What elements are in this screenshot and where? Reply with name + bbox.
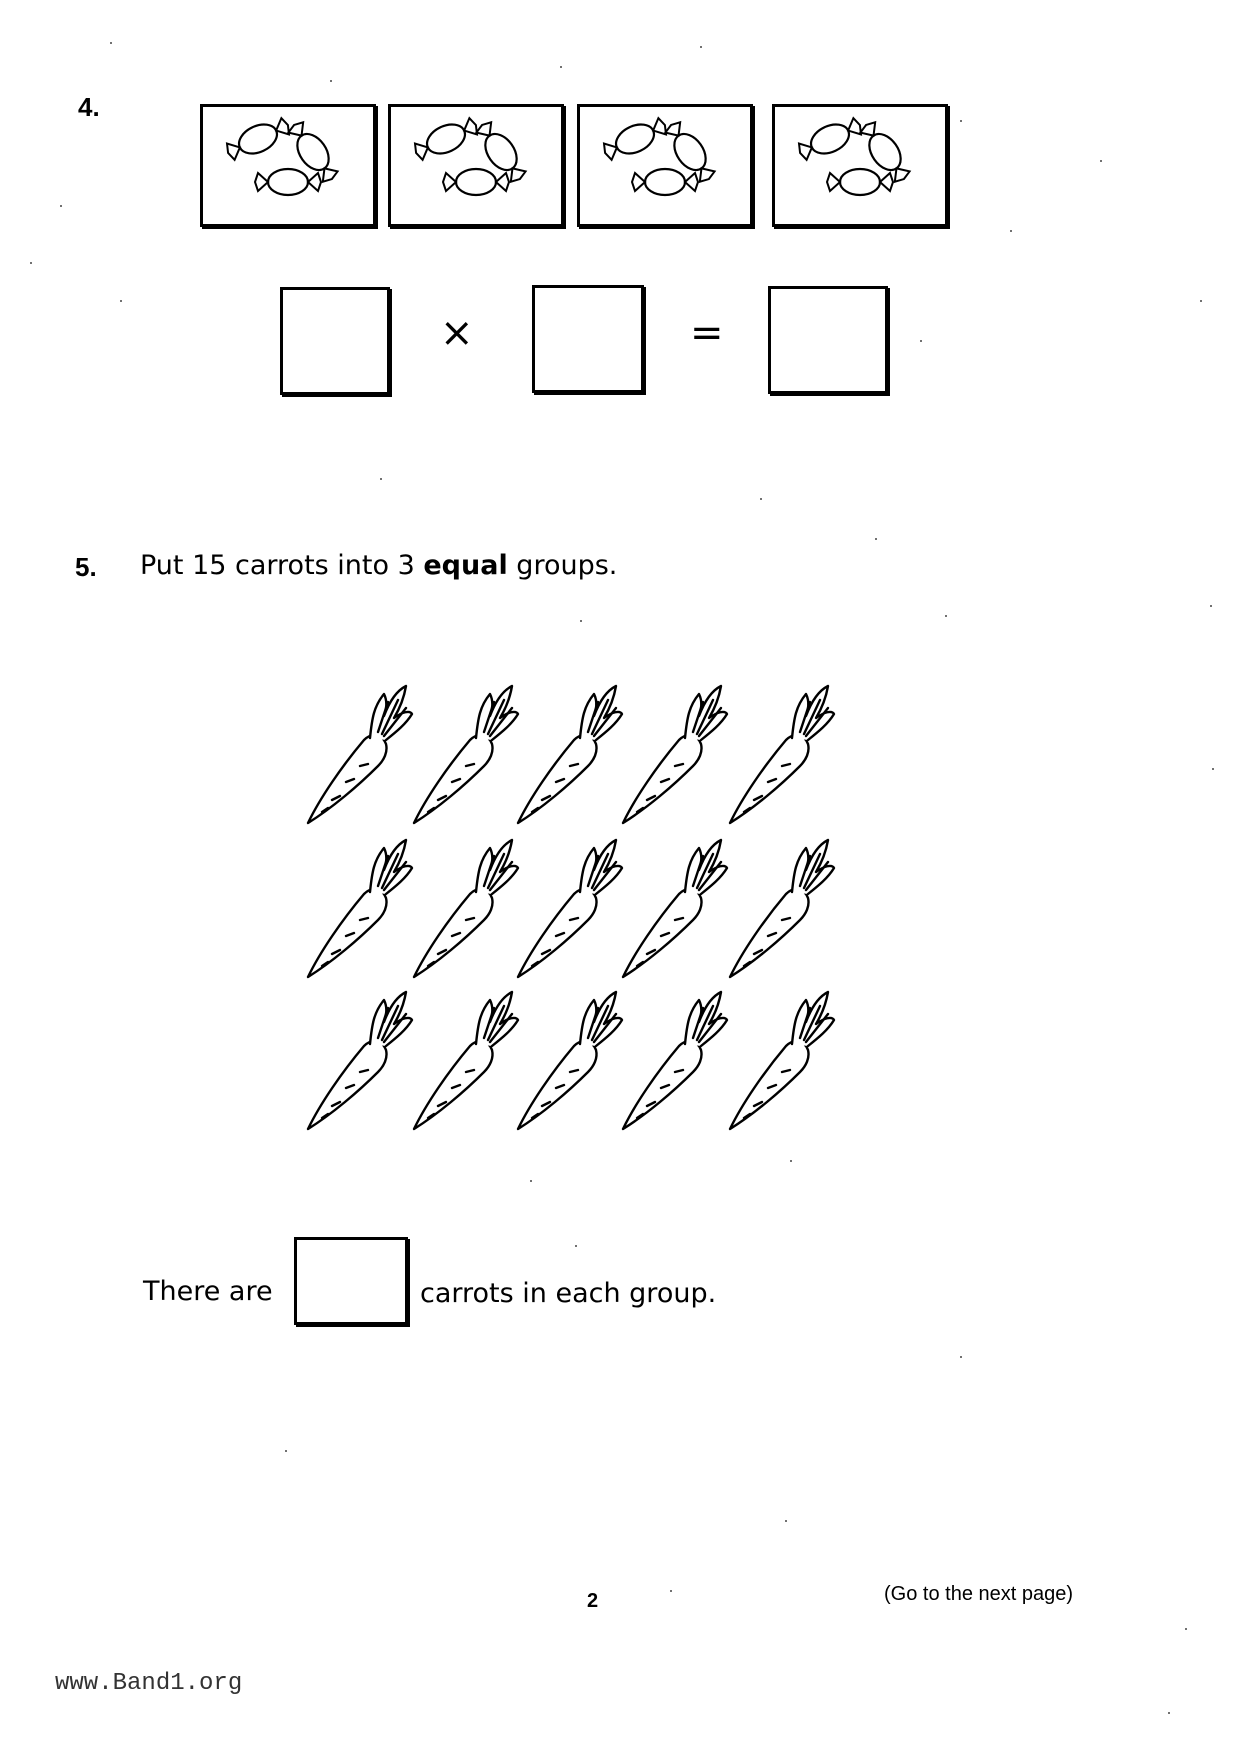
carrot-icon: [512, 678, 624, 828]
carrot-icon: [617, 678, 729, 828]
candy-icon: [255, 169, 321, 195]
candy-icon: [795, 113, 866, 164]
multiplicand-answer-box[interactable]: [280, 287, 390, 395]
question-5-emphasis: equal: [423, 550, 508, 581]
carrot-icon: [617, 984, 729, 1134]
candy-group: [577, 104, 753, 227]
carrot-icon: [512, 832, 624, 982]
question-5-text-part: groups.: [507, 550, 618, 581]
carrot-icon: [408, 984, 520, 1134]
question-5-text-part: Put 15 carrots into 3: [140, 550, 424, 581]
carrot-icon: [617, 832, 729, 982]
carrot-icon: [408, 832, 520, 982]
product-answer-box[interactable]: [768, 286, 888, 394]
carrot-icon: [724, 678, 836, 828]
carrot-icon: [724, 832, 836, 982]
question-5-number: 5.: [75, 552, 97, 582]
carrot-icon: [302, 984, 414, 1134]
page-number: 2: [587, 1590, 599, 1612]
next-page-note: (Go to the next page): [884, 1583, 1074, 1605]
candy-icon: [411, 113, 482, 164]
answer-suffix-text: carrots in each group.: [420, 1278, 717, 1309]
candy-icon: [443, 169, 509, 195]
candy-group: [200, 104, 376, 227]
carrot-icon: [408, 678, 520, 828]
candy-icon: [600, 113, 671, 164]
candy-group: [772, 104, 948, 227]
website-url[interactable]: www.Band1.org: [55, 1670, 243, 1697]
question-5-text: [140, 550, 617, 581]
multiply-sign: ×: [440, 310, 474, 356]
carrot-icon: [724, 984, 836, 1134]
equals-sign: =: [690, 310, 724, 356]
candy-icon: [632, 169, 698, 195]
multiplier-answer-box[interactable]: [532, 285, 644, 393]
candy-group: [388, 104, 564, 227]
carrot-icon: [302, 832, 414, 982]
carrots-per-group-answer-box[interactable]: [294, 1237, 408, 1325]
question-4-number: 4.: [78, 92, 100, 122]
answer-prefix-text: There are: [143, 1276, 273, 1307]
candy-icon: [223, 113, 294, 164]
carrot-icon: [512, 984, 624, 1134]
carrot-icon: [302, 678, 414, 828]
candy-icon: [827, 169, 893, 195]
